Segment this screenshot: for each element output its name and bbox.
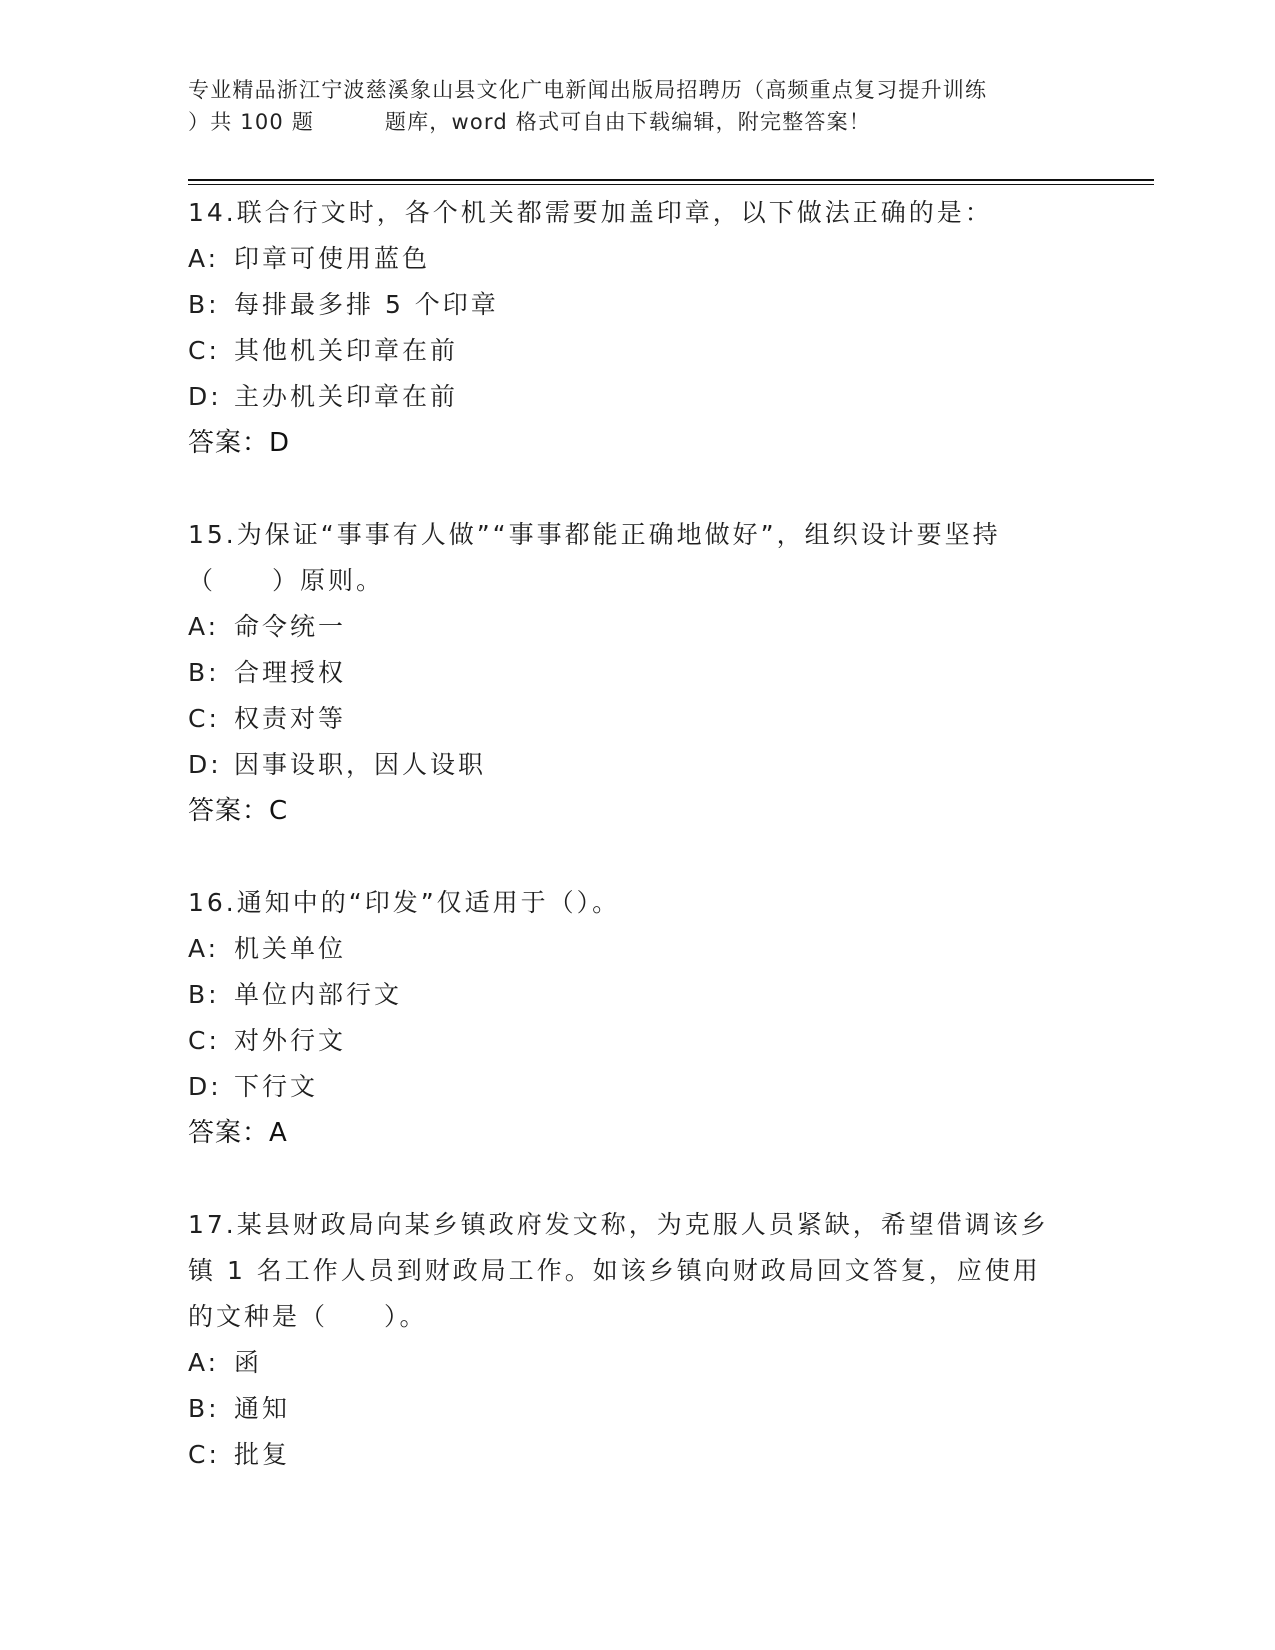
question-17 bbox=[188, 1202, 1088, 1478]
option-text: 主办机关印章在前 bbox=[234, 382, 459, 411]
option-text: 命令统一 bbox=[234, 612, 347, 641]
answer-line: 答案：A bbox=[188, 1118, 288, 1148]
question-stem-continued: （ ）原则。 bbox=[188, 566, 385, 595]
option-key: A: bbox=[188, 612, 220, 641]
header-divider-thin bbox=[188, 184, 1154, 185]
question-stem: 17.某县财政局向某乡镇政府发文称，为克服人员紧缺，希望借调该乡 bbox=[188, 1210, 1049, 1239]
option-c bbox=[188, 1018, 1088, 1064]
header-line-2: ）共 100 题 题库，word 格式可自由下载编辑，附完整答案！ bbox=[188, 110, 872, 134]
question-spacer bbox=[188, 834, 1088, 880]
option-text: 对外行文 bbox=[234, 1026, 347, 1055]
option-text: 其他机关印章在前 bbox=[234, 336, 459, 365]
option-c bbox=[188, 696, 1088, 742]
document-header bbox=[188, 74, 1088, 138]
header-line-1: 专业精品浙江宁波慈溪象山县文化广电新闻出版局招聘历（高频重点复习提升训练 bbox=[188, 78, 988, 102]
option-text: 合理授权 bbox=[234, 658, 347, 687]
option-c bbox=[188, 1432, 1088, 1478]
header-divider-thick bbox=[188, 179, 1154, 181]
option-text: 机关单位 bbox=[234, 934, 347, 963]
option-a bbox=[188, 236, 1088, 282]
option-text: 每排最多排 5 个印章 bbox=[234, 290, 499, 319]
option-b bbox=[188, 282, 1088, 328]
question-stem: 16.通知中的“印发”仅适用于（）。 bbox=[188, 888, 621, 917]
option-key: B: bbox=[188, 1394, 220, 1423]
option-text: 函 bbox=[234, 1348, 263, 1377]
option-text: 因事设职，因人设职 bbox=[234, 750, 487, 779]
question-stem-continued: 镇 1 名工作人员到财政局工作。如该乡镇向财政局回文答复，应使用 bbox=[188, 1256, 1041, 1285]
question-list bbox=[188, 190, 1088, 1478]
option-b bbox=[188, 972, 1088, 1018]
option-key: D: bbox=[188, 382, 222, 411]
option-key: A: bbox=[188, 934, 220, 963]
question-spacer bbox=[188, 466, 1088, 512]
option-d bbox=[188, 374, 1088, 420]
option-key: C: bbox=[188, 704, 220, 733]
question-stem-continued: 的文种是（ ）。 bbox=[188, 1302, 428, 1331]
option-key: C: bbox=[188, 1440, 220, 1469]
option-text: 单位内部行文 bbox=[234, 980, 403, 1009]
question-spacer bbox=[188, 1156, 1088, 1202]
option-key: C: bbox=[188, 1026, 220, 1055]
option-b bbox=[188, 1386, 1088, 1432]
option-a bbox=[188, 604, 1088, 650]
question-14 bbox=[188, 190, 1088, 466]
option-d bbox=[188, 1064, 1088, 1110]
option-text: 批复 bbox=[234, 1440, 291, 1469]
question-16 bbox=[188, 880, 1088, 1156]
option-key: A: bbox=[188, 1348, 220, 1377]
answer-line: 答案：C bbox=[188, 796, 289, 826]
option-key: D: bbox=[188, 1072, 222, 1101]
option-text: 下行文 bbox=[234, 1072, 319, 1101]
option-key: B: bbox=[188, 290, 220, 319]
question-stem: 15.为保证“事事有人做”“事事都能正确地做好”，组织设计要坚持 bbox=[188, 520, 1001, 549]
question-stem: 14.联合行文时，各个机关都需要加盖印章，以下做法正确的是： bbox=[188, 198, 993, 227]
option-key: D: bbox=[188, 750, 222, 779]
option-key: B: bbox=[188, 658, 220, 687]
option-text: 权责对等 bbox=[234, 704, 347, 733]
option-c bbox=[188, 328, 1088, 374]
option-b bbox=[188, 650, 1088, 696]
option-text: 印章可使用蓝色 bbox=[234, 244, 431, 273]
answer-line: 答案：D bbox=[188, 428, 291, 458]
option-key: B: bbox=[188, 980, 220, 1009]
option-key: A: bbox=[188, 244, 220, 273]
option-a bbox=[188, 926, 1088, 972]
option-text: 通知 bbox=[234, 1394, 291, 1423]
question-15 bbox=[188, 512, 1088, 834]
option-a bbox=[188, 1340, 1088, 1386]
option-key: C: bbox=[188, 336, 220, 365]
option-d bbox=[188, 742, 1088, 788]
